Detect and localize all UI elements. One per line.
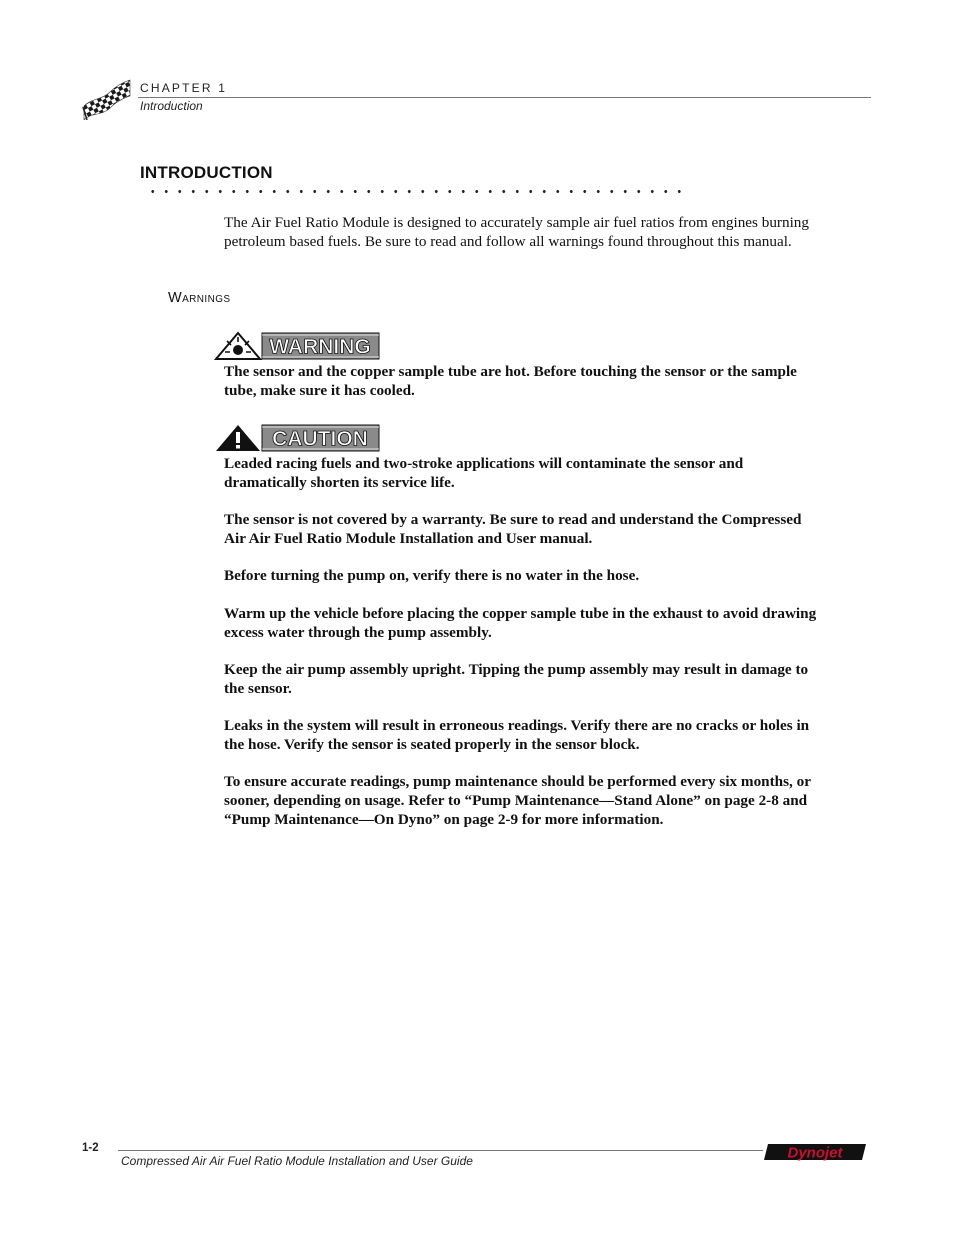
footer-guide-title: Compressed Air Air Fuel Ratio Module Installation and User Guide <box>121 1154 473 1168</box>
caution-item: Before turning the pump on, verify there is no water in the hose. <box>224 567 640 584</box>
caution-badge-label: CAUTION <box>272 427 368 451</box>
caution-item: Warm up the vehicle before placing the copper sample tube in the exhaust to avoid drawing excess water through the pump assembly. <box>224 605 817 641</box>
header-rule <box>138 97 871 98</box>
caution-item: Keep the air pump assembly upright. Tipping the pump assembly may result in damage to the sensor. <box>224 661 809 697</box>
chapter-subtitle: Introduction <box>140 99 203 113</box>
caution-item: The sensor is not covered by a warranty. Be sure to read and understand the Compressed Air Air Fuel Ratio Module Installation and User manual. <box>224 511 802 547</box>
warning-text: The sensor and the copper sample tube are hot. Before touching the sensor or the sample tube, make sure it has cooled. <box>224 363 797 399</box>
caution-badge <box>214 423 380 453</box>
section-title: INTRODUCTION <box>140 163 273 182</box>
footer-rule <box>118 1150 763 1151</box>
dynojet-logo <box>762 1140 868 1164</box>
chapter-label: CHAPTER 1 <box>140 81 228 95</box>
dotted-rule <box>146 189 686 194</box>
caution-item: To ensure accurate readings, pump maintenance should be performed every six months, or sooner, depending on usage. Refer to “Pump Maintenance—Stand Alone” on page 2-8 and “Pump Maintenance—On Dyno” on page 2-9 for more information. <box>224 773 811 828</box>
hot-surface-icon <box>216 333 260 359</box>
exclamation-icon <box>216 425 260 451</box>
warning-badge-label: WARNING <box>269 335 371 359</box>
caution-item: Leaks in the system will result in erroneous readings. Verify there are no cracks or holes in the hose. Verify the sensor is seated properly in the sensor block. <box>224 717 810 753</box>
checkered-flag-icon <box>80 76 134 120</box>
warning-badge <box>214 331 380 361</box>
page-number: 1-2 <box>82 1142 99 1154</box>
caution-item: Leaded racing fuels and two-stroke applications will contaminate the sensor and dramatically shorten its service life. <box>224 455 744 491</box>
svg-text:Dynojet: Dynojet <box>787 1144 843 1162</box>
intro-paragraph: The Air Fuel Ratio Module is designed to accurately sample air fuel ratios from engines burning petroleum based fuels. Be sure to read and follow all warnings found throughout this manual. <box>224 214 809 250</box>
warnings-heading: Warnings <box>168 290 231 306</box>
